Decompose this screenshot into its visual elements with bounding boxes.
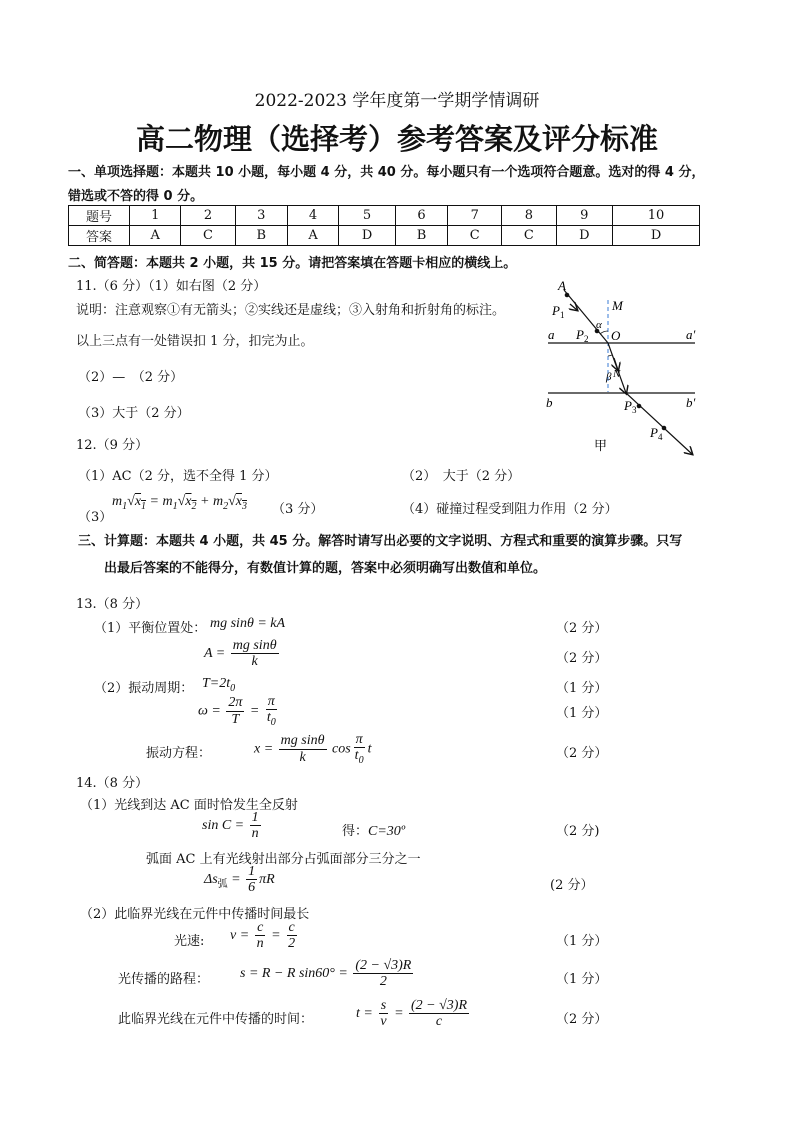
q13-line3-label: （2）振动周期： (94, 681, 194, 696)
q14-eq-speed: v = $\frac{c}{n}$ = $\frac{c}{2}$ (230, 920, 296, 952)
row-label-answer: 答案 (69, 226, 130, 246)
pin-p3 (637, 404, 642, 409)
q14-eq-time: t = $\frac{s}{v}$ = $\frac{(2 - √3)R}{c}$ (356, 998, 468, 1030)
label-N: N (613, 368, 621, 380)
page-title: 高二物理（选择考）参考答案及评分标准 (135, 122, 658, 156)
label-P4: $P_4$ (650, 425, 663, 442)
q12-part4: （4）碰撞过程受到阻力作用（2 分） (402, 502, 618, 517)
section3-intro-line1: 三、计算题：本题共 4 小题，共 45 分。解答时请写出必要的文字说明、方程式和重要的演算步骤。只写 (78, 534, 683, 549)
table-cell: C (181, 226, 235, 246)
answer-table (68, 205, 700, 246)
table-cell: A (130, 226, 181, 246)
momentum-equation: $m_1√x_1 = m_1√x_2 + m_2√x_3$ (112, 494, 247, 512)
q14-points-1: （2 分) (556, 824, 600, 839)
q14-points-2: (2 分） (550, 878, 594, 893)
q14-head: 14.（8 分） (76, 776, 149, 791)
q14-points-4: （1 分） (556, 972, 608, 987)
label-a-prime: a′ (686, 327, 696, 342)
emergent-ray (626, 393, 692, 454)
table-row-questions (69, 206, 700, 226)
q11-note2: 以上三点有一处错误扣 1 分，扣完为止。 (76, 334, 314, 349)
q13-eq-period: $T=2t_0$ (202, 676, 236, 694)
table-cell: 10 (613, 206, 700, 226)
angle-beta-arc (608, 355, 612, 356)
q13-points-5: （2 分） (556, 746, 608, 761)
q14-part2: （2）此临界光线在元件中传播时间最长 (80, 907, 310, 922)
section1-intro-line1: 一、单项选择题：本题共 10 小题，每小题 4 分，共 40 分。每小题只有一个选项符合题意。选对的得 4 分， (68, 165, 705, 180)
q14-therefore: 得：C=30º (342, 824, 406, 839)
q13-points-3: （1 分） (556, 681, 608, 696)
label-M: M (612, 298, 623, 313)
label-P2: $P_2$ (576, 327, 589, 344)
table-cell: 9 (556, 206, 613, 226)
label-a: a (548, 327, 555, 342)
q14-points-3: （1 分） (556, 934, 608, 949)
q14-path-label: 光传播的路程： (118, 972, 210, 987)
exam-year-title: 2022-2023 学年度第一学期学情调研 (254, 91, 540, 111)
q11-part3: （3）大于（2 分） (78, 406, 190, 421)
table-cell: 7 (448, 206, 502, 226)
table-cell: 6 (395, 206, 447, 226)
q13-eq-balance: mg sinθ = kA (210, 616, 286, 631)
figure-caption: 甲 (594, 439, 608, 454)
q13-line1-label: （1）平衡位置处： (94, 621, 207, 636)
q12-head: 12.（9 分） (76, 438, 149, 453)
table-cell: C (502, 226, 556, 246)
q11-note1: 说明：注意观察①有无箭头；②实线还是虚线；③入射角和折射角的标注。 (76, 303, 506, 318)
pin-p1 (565, 293, 570, 298)
q13-eq-omega: ω = $\frac{2\pi}{T}$ = $\frac{\pi}{t_0}$ (198, 694, 276, 729)
q13-points-1: （2 分） (556, 621, 608, 636)
label-P3: $P_3$ (624, 398, 637, 415)
q12-part1: （1）AC（2 分，选不全得 1 分） (78, 469, 278, 484)
q13-line5-label: 振动方程： (146, 746, 212, 761)
q14-points-5: （2 分） (556, 1012, 608, 1027)
label-beta: β (606, 371, 612, 383)
table-cell: C (448, 226, 502, 246)
q14-speed-label: 光速: (174, 934, 205, 949)
q14-eq-sinC: sin C = $\frac{1}{n}$ (202, 810, 259, 842)
q14-time-label: 此临界光线在元件中传播的时间： (118, 1012, 314, 1027)
q13-points-2: （2 分） (556, 651, 608, 666)
q14-part1: （1）光线到达 AC 面时恰发生全反射 (80, 798, 298, 813)
q13-points-4: （1 分） (556, 706, 608, 721)
q14-eq-path: s = R − R sin60° = $\frac{(2 - √3)R}{2}$ (240, 958, 412, 990)
q12-part2: （2） 大于（2 分） (402, 469, 521, 484)
table-cell: D (556, 226, 613, 246)
pin-p4 (662, 426, 667, 431)
section2-title: 二、简答题：本题共 2 小题，共 15 分。请把答案填在答题卡相应的横线上。 (68, 256, 517, 271)
label-b-prime: b′ (686, 395, 696, 410)
q13-head: 13.（8 分） (76, 597, 149, 612)
table-cell: 5 (339, 206, 396, 226)
table-row-answers (69, 226, 700, 246)
q13-eq-motion: x = $\frac{\text{mg sinθ}}{k}$ cos $\frac{\pi}{t_0}$ t (254, 732, 372, 767)
q11-part2: （2）— （2 分） (78, 370, 184, 385)
table-cell: B (235, 226, 287, 246)
section1-intro-line2: 错选或不答的得 0 分。 (68, 189, 204, 204)
table-cell: D (339, 226, 396, 246)
row-label-question: 题号 (69, 206, 130, 226)
table-cell: 8 (502, 206, 556, 226)
q14-eq-arc: $\Delta s_弧$ = $\frac{1}{6}$ πR (204, 864, 275, 896)
refraction-diagram (540, 276, 710, 466)
angle-alpha-arc (600, 331, 608, 334)
table-cell: B (395, 226, 447, 246)
q12-part3-points: （3 分） (272, 502, 324, 517)
label-P1: $P_1$ (552, 303, 565, 320)
label-A: A (558, 278, 566, 293)
table-cell: 1 (130, 206, 181, 226)
q13-eq-amplitude: A = $\frac{\text{mg sinθ}}{k}$ (204, 638, 277, 670)
q11-head: 11.（6 分）（1）如右图（2 分） (76, 279, 267, 294)
label-alpha: α (596, 319, 602, 331)
table-cell: 4 (287, 206, 338, 226)
label-b: b (546, 395, 553, 410)
table-cell: 2 (181, 206, 235, 226)
label-O: O (611, 328, 621, 343)
q14-arc-note: 弧面 AC 上有光线射出部分占弧面部分三分之一 (146, 852, 421, 867)
table-cell: 3 (235, 206, 287, 226)
table-cell: A (287, 226, 338, 246)
q12-part3-label: （3） (78, 510, 113, 525)
section3-intro-line2: 出最后答案的不能得分，有数值计算的题，答案中必须明确写出数值和单位。 (104, 561, 547, 576)
table-cell: D (613, 226, 700, 246)
